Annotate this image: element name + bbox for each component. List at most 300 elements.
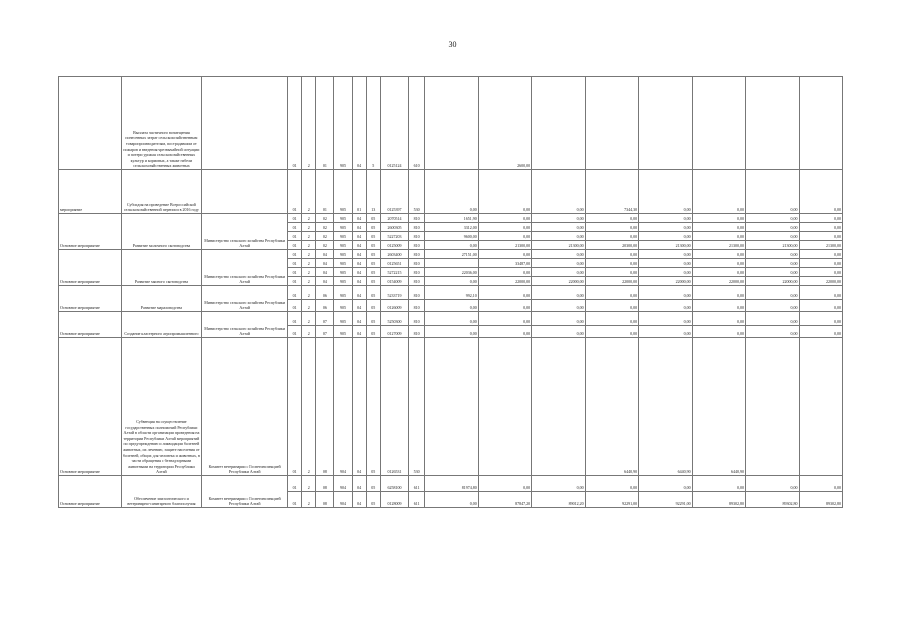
- code-cell: 905: [334, 286, 352, 300]
- activity-name-cell: Создание кластерного агропромышленного: [121, 312, 202, 338]
- code-cell: 2: [302, 326, 316, 338]
- amount-cell: 0,00: [692, 259, 745, 268]
- code-cell: 05: [366, 223, 380, 232]
- code-cell: 04: [316, 277, 334, 286]
- code-cell: 05: [366, 338, 380, 476]
- code-cell: 04: [352, 250, 366, 259]
- code-cell: 810: [409, 300, 425, 312]
- amount-cell: 0,00: [746, 326, 799, 338]
- code-cell: 611: [409, 476, 425, 492]
- code-cell: 905: [334, 232, 352, 241]
- amount-cell: 0,00: [478, 223, 531, 232]
- code-cell: 01: [288, 277, 302, 286]
- amount-cell: 0,00: [532, 232, 585, 241]
- amount-cell: 0,00: [532, 259, 585, 268]
- code-cell: 2: [302, 214, 316, 223]
- executor-cell: Министерство сельского хозяйства Республики Алтай: [202, 312, 288, 338]
- amount-cell: 22000,00: [692, 277, 745, 286]
- code-cell: 05: [366, 232, 380, 241]
- activity-name-cell: Развитие мясного скотоводства: [121, 250, 202, 286]
- code-cell: 2: [302, 312, 316, 326]
- code-cell: 810: [409, 312, 425, 326]
- code-cell: 04: [352, 214, 366, 223]
- amount-cell: 0,00: [425, 492, 478, 508]
- code-cell: 0125009: [380, 241, 408, 250]
- code-cell: 01: [288, 312, 302, 326]
- amount-cell: 0,00: [692, 300, 745, 312]
- code-cell: 04: [352, 77, 366, 170]
- amount-cell: 0,00: [639, 259, 692, 268]
- amount-cell: 7344,30: [585, 170, 638, 214]
- code-cell: 01: [288, 232, 302, 241]
- code-cell: 810: [409, 277, 425, 286]
- amount-cell: 0,00: [532, 300, 585, 312]
- amount-cell: 9600,00: [425, 232, 478, 241]
- code-cell: 905: [334, 77, 352, 170]
- amount-cell: 0,00: [639, 286, 692, 300]
- amount-cell: 1651,90: [425, 214, 478, 223]
- amount-cell: [799, 77, 842, 170]
- amount-cell: 0,00: [639, 312, 692, 326]
- amount-cell: 21300,00: [746, 241, 799, 250]
- amount-cell: 0,00: [799, 214, 842, 223]
- executor-cell: [202, 170, 288, 214]
- amount-cell: 0,00: [799, 170, 842, 214]
- amount-cell: 22000,00: [799, 277, 842, 286]
- code-cell: 5: [366, 77, 380, 170]
- code-cell: 01: [288, 241, 302, 250]
- budget-table-body: [59, 77, 843, 508]
- code-cell: 0128009: [380, 492, 408, 508]
- code-cell: 0126009: [380, 300, 408, 312]
- code-cell: 01: [316, 77, 334, 170]
- amount-cell: 0,00: [746, 259, 799, 268]
- amount-cell: [425, 259, 478, 268]
- code-cell: 0126531: [380, 338, 408, 476]
- code-cell: 01: [288, 286, 302, 300]
- code-cell: 01: [352, 170, 366, 214]
- amount-cell: 89302,80: [692, 492, 745, 508]
- activity-kind-cell: Основное мероприятие: [59, 214, 122, 250]
- amount-cell: 0,00: [425, 300, 478, 312]
- amount-cell: 0,00: [585, 326, 638, 338]
- executor-cell: Министерство сельского хозяйства Республики Алтай: [202, 286, 288, 312]
- table-row: [59, 77, 843, 170]
- amount-cell: 0,00: [425, 241, 478, 250]
- code-cell: 6258100: [380, 476, 408, 492]
- amount-cell: 0,00: [639, 232, 692, 241]
- code-cell: 05: [366, 214, 380, 223]
- code-cell: 810: [409, 259, 425, 268]
- code-cell: 2600305: [380, 223, 408, 232]
- amount-cell: 0,00: [478, 286, 531, 300]
- table-row: [59, 214, 843, 223]
- activity-kind-cell: Основное мероприятие: [59, 476, 122, 508]
- code-cell: 05: [366, 268, 380, 277]
- code-cell: 05: [366, 476, 380, 492]
- code-cell: 05: [366, 241, 380, 250]
- code-cell: 2: [302, 492, 316, 508]
- code-cell: 07: [316, 312, 334, 326]
- code-cell: 810: [409, 286, 425, 300]
- code-cell: 01: [288, 492, 302, 508]
- table-row: [59, 476, 843, 492]
- code-cell: 01: [288, 300, 302, 312]
- amount-cell: 0,00: [746, 232, 799, 241]
- amount-cell: 89012,20: [532, 492, 585, 508]
- code-cell: 02: [316, 241, 334, 250]
- amount-cell: 0,00: [478, 300, 531, 312]
- code-cell: 01: [288, 214, 302, 223]
- code-cell: 2: [302, 286, 316, 300]
- code-cell: 01: [288, 326, 302, 338]
- amount-cell: 0,00: [585, 286, 638, 300]
- amount-cell: 0,00: [746, 286, 799, 300]
- amount-cell: [799, 338, 842, 476]
- amount-cell: 0,00: [746, 312, 799, 326]
- amount-cell: 0,00: [532, 170, 585, 214]
- amount-cell: 0,00: [692, 214, 745, 223]
- amount-cell: 0,00: [746, 250, 799, 259]
- code-cell: 2: [302, 300, 316, 312]
- code-cell: 5250300: [380, 312, 408, 326]
- code-cell: 2070514: [380, 214, 408, 223]
- amount-cell: 27151,00: [425, 250, 478, 259]
- amount-cell: 92291,00: [585, 492, 638, 508]
- activity-name-cell: Развитие мараловодства: [121, 286, 202, 312]
- code-cell: 2: [302, 338, 316, 476]
- activity-kind-cell: Основное мероприятие: [59, 312, 122, 338]
- code-cell: 905: [334, 241, 352, 250]
- amount-cell: 0,00: [585, 214, 638, 223]
- code-cell: 530: [409, 170, 425, 214]
- code-cell: 04: [352, 241, 366, 250]
- code-cell: 04: [352, 476, 366, 492]
- code-cell: 06: [316, 286, 334, 300]
- amount-cell: 0,00: [532, 476, 585, 492]
- code-cell: 01: [288, 170, 302, 214]
- activity-kind-cell: [59, 77, 122, 170]
- code-cell: 04: [316, 268, 334, 277]
- code-cell: 904: [334, 338, 352, 476]
- amount-cell: 0,00: [692, 232, 745, 241]
- amount-cell: 21300,00: [639, 241, 692, 250]
- amount-cell: 992,10: [425, 286, 478, 300]
- amount-cell: [478, 338, 531, 476]
- code-cell: 06: [316, 300, 334, 312]
- amount-cell: 3312,00: [425, 223, 478, 232]
- amount-cell: 22000,00: [478, 277, 531, 286]
- amount-cell: 0,00: [585, 476, 638, 492]
- amount-cell: 0,00: [799, 268, 842, 277]
- amount-cell: 0,00: [585, 312, 638, 326]
- amount-cell: 0,00: [639, 250, 692, 259]
- code-cell: 02: [316, 232, 334, 241]
- amount-cell: 0,00: [799, 476, 842, 492]
- amount-cell: 0,00: [746, 268, 799, 277]
- amount-cell: 0,00: [799, 326, 842, 338]
- code-cell: 02: [316, 214, 334, 223]
- table-row: [59, 312, 843, 326]
- amount-cell: 0,00: [425, 326, 478, 338]
- code-cell: 905: [334, 214, 352, 223]
- code-cell: 810: [409, 326, 425, 338]
- amount-cell: 0,00: [692, 170, 745, 214]
- amount-cell: 0,00: [799, 232, 842, 241]
- amount-cell: 0,00: [585, 223, 638, 232]
- code-cell: 04: [352, 326, 366, 338]
- amount-cell: 0,00: [799, 300, 842, 312]
- amount-cell: 0,00: [692, 223, 745, 232]
- code-cell: 01: [288, 223, 302, 232]
- amount-cell: 21300,00: [799, 241, 842, 250]
- code-cell: 2: [302, 241, 316, 250]
- executor-cell: [202, 77, 288, 170]
- activity-name-cell: Выплата частичного возмещения понесенных затрат сельскохозяйственным товаропроизводителям, пострадавшим от пожаров и введения чрезвычайной ситуации и потери урожая сельскохозяйственных культур и кормовых, а также гибели сельскохозяйственных животных: [121, 77, 202, 170]
- code-cell: 905: [334, 268, 352, 277]
- amount-cell: 0,00: [799, 259, 842, 268]
- code-cell: 810: [409, 223, 425, 232]
- executor-cell: Министерство сельского хозяйства Республики Алтай: [202, 214, 288, 250]
- amount-cell: 0,00: [639, 170, 692, 214]
- activity-name-cell: Субсидия на проведение Всероссийской сельскохозяйственной переписи в 2016 году: [121, 170, 202, 214]
- code-cell: 2: [302, 277, 316, 286]
- amount-cell: 0,00: [478, 476, 531, 492]
- amount-cell: [532, 338, 585, 476]
- code-cell: 01: [288, 259, 302, 268]
- code-cell: 2: [302, 77, 316, 170]
- amount-cell: 0,00: [692, 286, 745, 300]
- amount-cell: 2600,00: [478, 77, 531, 170]
- amount-cell: 81974,80: [425, 476, 478, 492]
- amount-cell: 0,00: [532, 214, 585, 223]
- code-cell: 810: [409, 268, 425, 277]
- code-cell: 04: [352, 223, 366, 232]
- code-cell: 07: [316, 326, 334, 338]
- amount-cell: 21300,00: [532, 241, 585, 250]
- code-cell: 5233719: [380, 286, 408, 300]
- code-cell: 904: [334, 492, 352, 508]
- amount-cell: 22000,00: [639, 277, 692, 286]
- code-cell: 04: [352, 312, 366, 326]
- amount-cell: 0,00: [692, 476, 745, 492]
- amount-cell: [639, 77, 692, 170]
- amount-cell: 0,00: [799, 286, 842, 300]
- amount-cell: 6440,90: [639, 338, 692, 476]
- amount-cell: 0,00: [692, 268, 745, 277]
- code-cell: 2: [302, 170, 316, 214]
- amount-cell: 0,00: [585, 268, 638, 277]
- code-cell: 611: [409, 492, 425, 508]
- amount-cell: [746, 338, 799, 476]
- amount-cell: 0,00: [532, 312, 585, 326]
- budget-table: [58, 76, 843, 508]
- code-cell: 0125124: [380, 77, 408, 170]
- code-cell: 04: [352, 259, 366, 268]
- amount-cell: [692, 77, 745, 170]
- code-cell: 810: [409, 250, 425, 259]
- amount-cell: [585, 77, 638, 170]
- code-cell: 04: [352, 277, 366, 286]
- amount-cell: 0,00: [585, 259, 638, 268]
- page-number: 30: [448, 40, 457, 49]
- amount-cell: 0,00: [585, 300, 638, 312]
- code-cell: 04: [352, 268, 366, 277]
- amount-cell: 0,00: [532, 268, 585, 277]
- code-cell: 05: [366, 312, 380, 326]
- amount-cell: 0,00: [746, 300, 799, 312]
- code-cell: 01: [288, 338, 302, 476]
- code-cell: 13: [366, 170, 380, 214]
- code-cell: 905: [334, 170, 352, 214]
- code-cell: 01: [288, 77, 302, 170]
- activity-kind-cell: мероприятие: [59, 170, 122, 214]
- amount-cell: 22000,00: [532, 277, 585, 286]
- amount-cell: 22036,00: [425, 268, 478, 277]
- amount-cell: 21300,00: [692, 241, 745, 250]
- amount-cell: 0,00: [532, 223, 585, 232]
- amount-cell: 0,00: [639, 326, 692, 338]
- amount-cell: 0,00: [532, 326, 585, 338]
- table-row: [59, 286, 843, 300]
- code-cell: 08: [316, 338, 334, 476]
- amount-cell: [532, 77, 585, 170]
- amount-cell: 0,00: [639, 300, 692, 312]
- amount-cell: 0,00: [639, 268, 692, 277]
- code-cell: 04: [352, 338, 366, 476]
- code-cell: 2: [302, 250, 316, 259]
- code-cell: 05: [366, 492, 380, 508]
- activity-kind-cell: Основное мероприятие: [59, 338, 122, 476]
- code-cell: 5272215: [380, 268, 408, 277]
- amount-cell: 0,00: [478, 312, 531, 326]
- code-cell: 2: [302, 232, 316, 241]
- amount-cell: 0,00: [478, 326, 531, 338]
- amount-cell: 0,00: [692, 312, 745, 326]
- code-cell: 05: [366, 326, 380, 338]
- amount-cell: 0,00: [532, 250, 585, 259]
- amount-cell: 22000,00: [585, 277, 638, 286]
- executor-cell: Министерство сельского хозяйства Республики Алтай: [202, 250, 288, 286]
- code-cell: 02: [316, 223, 334, 232]
- amount-cell: 0,00: [532, 286, 585, 300]
- code-cell: 0154009: [380, 277, 408, 286]
- amount-cell: 6440,90: [585, 338, 638, 476]
- amount-cell: 0,00: [425, 312, 478, 326]
- code-cell: 01: [288, 476, 302, 492]
- code-cell: 2603400: [380, 250, 408, 259]
- code-cell: 05: [366, 250, 380, 259]
- amount-cell: 87847,20: [478, 492, 531, 508]
- code-cell: 905: [334, 300, 352, 312]
- code-cell: 01: [316, 170, 334, 214]
- code-cell: 0125397: [380, 170, 408, 214]
- amount-cell: [746, 77, 799, 170]
- amount-cell: 0,00: [478, 170, 531, 214]
- amount-cell: [425, 77, 478, 170]
- code-cell: 04: [352, 300, 366, 312]
- executor-cell: Комитет ветеринарии с Госветинспекцией Республики Алтай: [202, 476, 288, 508]
- code-cell: 08: [316, 492, 334, 508]
- activity-name-cell: Обеспечение эпизоотического и ветеринарно-санитарного благополучия: [121, 476, 202, 508]
- code-cell: 04: [352, 232, 366, 241]
- table-row: [59, 250, 843, 259]
- activity-kind-cell: Основное мероприятие: [59, 286, 122, 312]
- table-row: [59, 170, 843, 214]
- code-cell: 610: [409, 77, 425, 170]
- amount-cell: 6440,90: [692, 338, 745, 476]
- code-cell: 2: [302, 259, 316, 268]
- activity-name-cell: Субвенция на осуществление государственных полномочий Республики Алтай в области организации проведения на территории Республики Алтай мероприятий по предупреждению и ликвидации болезней животных, их лечению, защите населения от болезней, общих для человека и животных, в части обращения с безнадзорными животными на территории Республики Алтай: [121, 338, 202, 476]
- amount-cell: 89302,80: [746, 492, 799, 508]
- amount-cell: 0,00: [799, 250, 842, 259]
- amount-cell: 0,00: [746, 476, 799, 492]
- code-cell: 08: [316, 476, 334, 492]
- code-cell: 905: [334, 326, 352, 338]
- amount-cell: 0,00: [585, 250, 638, 259]
- amount-cell: 0,00: [639, 214, 692, 223]
- amount-cell: 0,00: [746, 223, 799, 232]
- amount-cell: 0,00: [425, 170, 478, 214]
- code-cell: 0125651: [380, 259, 408, 268]
- code-cell: 05: [366, 300, 380, 312]
- amount-cell: 0,00: [478, 250, 531, 259]
- code-cell: 530: [409, 338, 425, 476]
- amount-cell: 89302,80: [799, 492, 842, 508]
- code-cell: 04: [352, 492, 366, 508]
- code-cell: 01: [288, 268, 302, 277]
- code-cell: 810: [409, 241, 425, 250]
- amount-cell: 0,00: [478, 268, 531, 277]
- amount-cell: 20300,00: [585, 241, 638, 250]
- amount-cell: 33487,00: [478, 259, 531, 268]
- amount-cell: 21300,00: [478, 241, 531, 250]
- code-cell: 01: [288, 250, 302, 259]
- code-cell: 2: [302, 223, 316, 232]
- amount-cell: 0,00: [425, 277, 478, 286]
- code-cell: 05: [366, 259, 380, 268]
- amount-cell: 0,00: [478, 214, 531, 223]
- code-cell: 810: [409, 214, 425, 223]
- code-cell: 05: [366, 286, 380, 300]
- activity-kind-cell: Основное мероприятие: [59, 250, 122, 286]
- code-cell: 2: [302, 476, 316, 492]
- amount-cell: 0,00: [799, 312, 842, 326]
- amount-cell: 0,00: [585, 232, 638, 241]
- code-cell: 905: [334, 259, 352, 268]
- code-cell: 905: [334, 223, 352, 232]
- amount-cell: 0,00: [746, 214, 799, 223]
- code-cell: 810: [409, 232, 425, 241]
- code-cell: 905: [334, 277, 352, 286]
- amount-cell: 0,00: [639, 223, 692, 232]
- code-cell: 04: [316, 250, 334, 259]
- amount-cell: 0,00: [478, 232, 531, 241]
- amount-cell: 0,00: [746, 170, 799, 214]
- code-cell: 5227203: [380, 232, 408, 241]
- code-cell: 05: [366, 277, 380, 286]
- code-cell: 0127009: [380, 326, 408, 338]
- amount-cell: 0,00: [692, 326, 745, 338]
- code-cell: 905: [334, 250, 352, 259]
- code-cell: 2: [302, 268, 316, 277]
- code-cell: 905: [334, 312, 352, 326]
- amount-cell: 0,00: [639, 476, 692, 492]
- code-cell: 04: [316, 259, 334, 268]
- activity-name-cell: Развитие молочного скотоводства: [121, 214, 202, 250]
- table-row: [59, 338, 843, 476]
- executor-cell: Комитет ветеринарии с Госветинспекцией Республики Алтай: [202, 338, 288, 476]
